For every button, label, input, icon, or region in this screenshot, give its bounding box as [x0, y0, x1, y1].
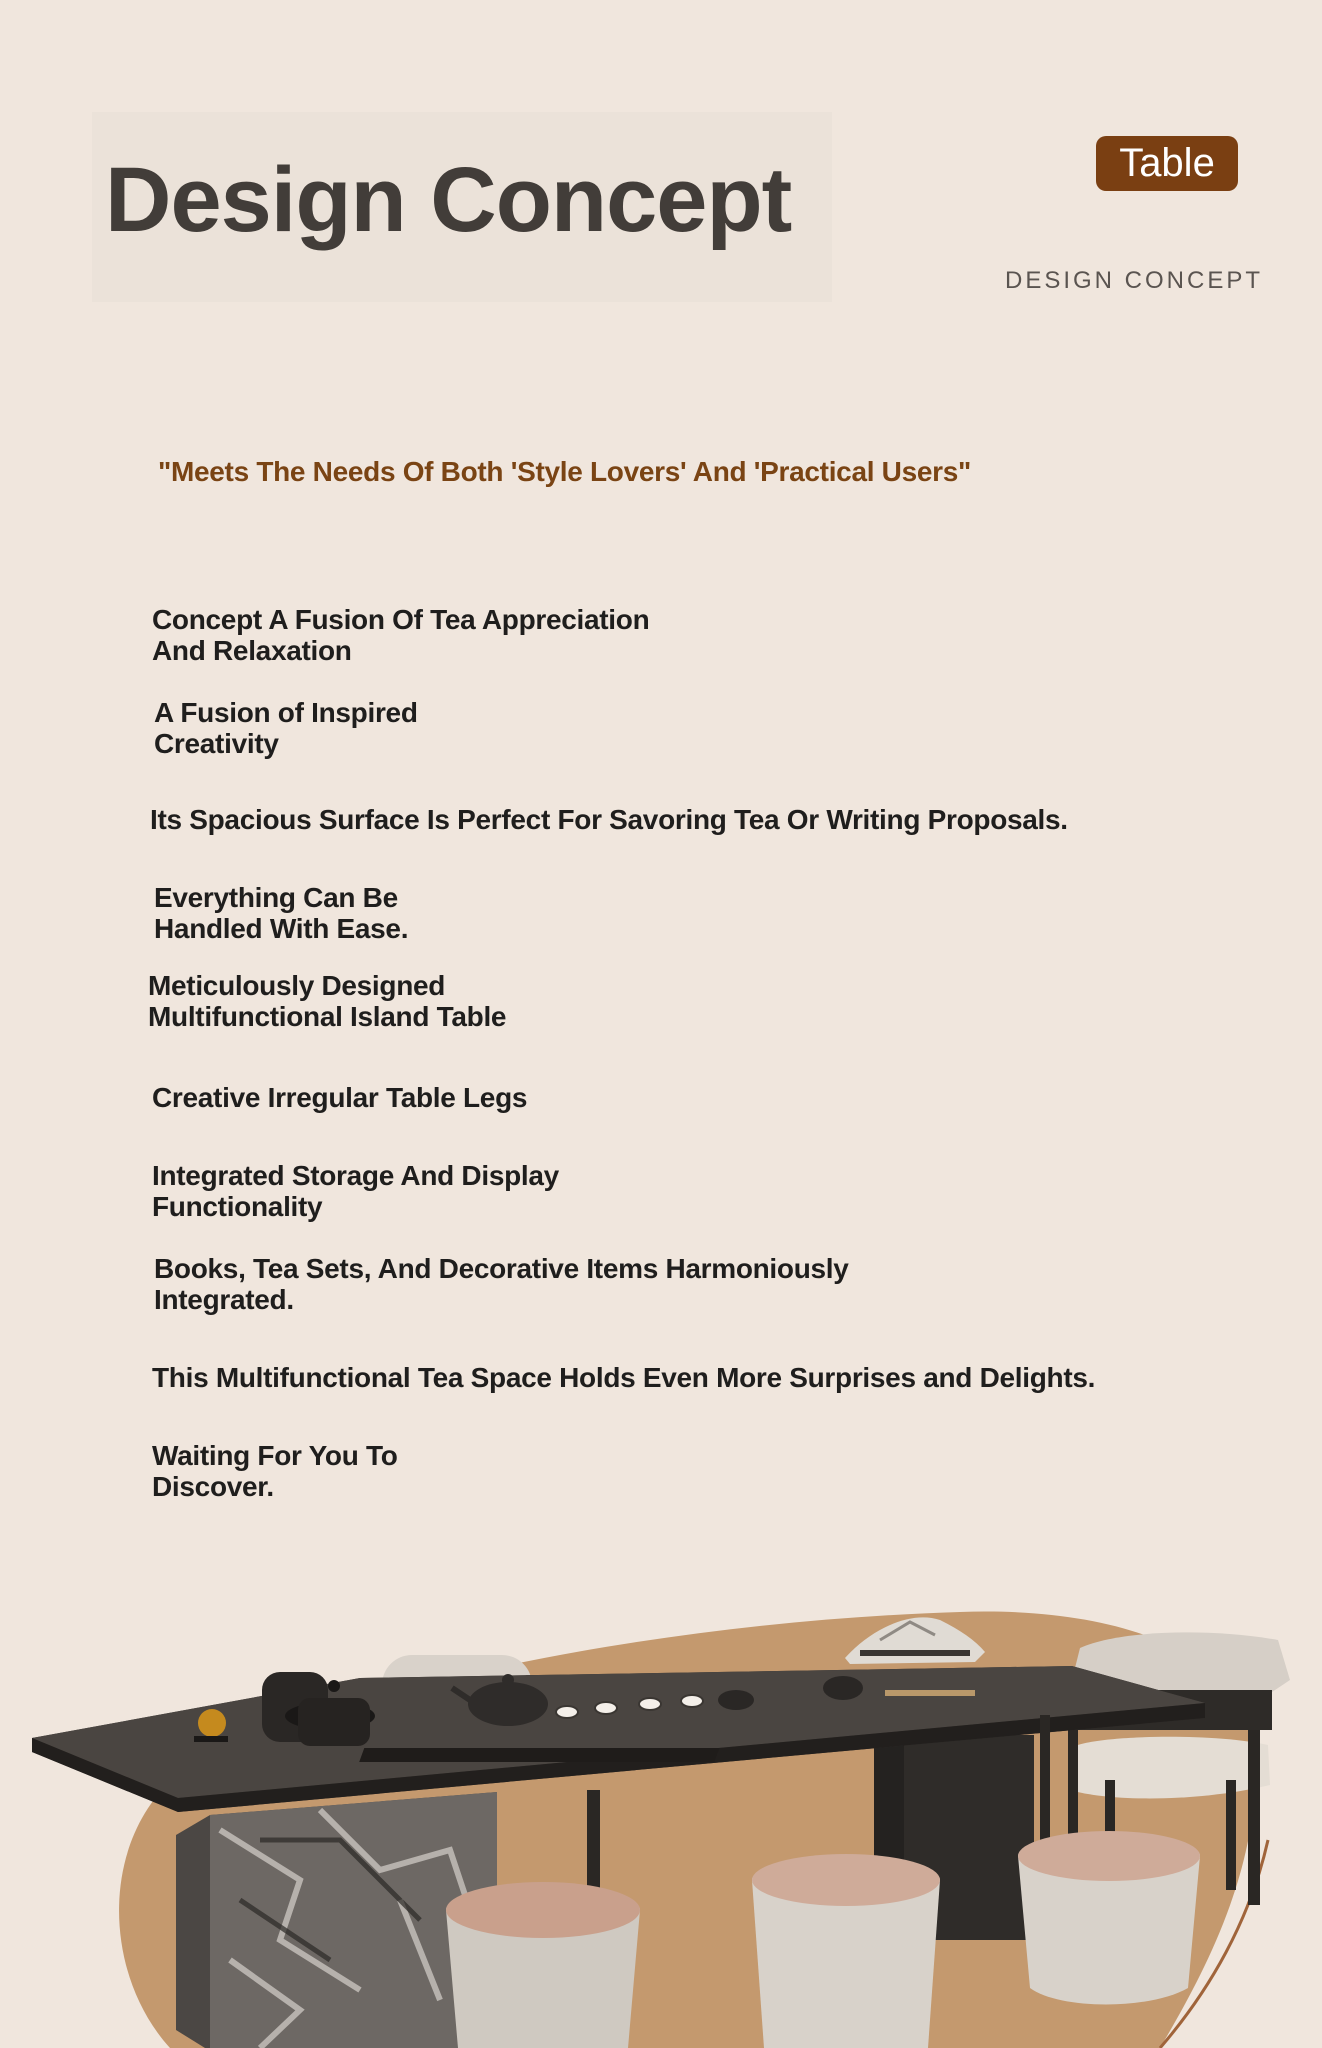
table-badge: Table	[1096, 136, 1238, 191]
tea-caddy	[823, 1676, 863, 1700]
feature-text	[154, 697, 418, 759]
tagline-quote: "Meets The Needs Of Both 'Style Lovers' And 'Practical Users"	[158, 456, 971, 487]
feature-line: And Relaxation	[152, 635, 352, 666]
feature-text	[152, 604, 649, 666]
page-title: Design Concept	[105, 149, 792, 251]
feature-line: Everything Can Be	[154, 882, 398, 913]
feature-text	[152, 1362, 1095, 1393]
feature-line: Meticulously Designed	[148, 970, 446, 1001]
feature-line: Discover.	[152, 1471, 274, 1502]
feature-line: Creativity	[154, 728, 279, 759]
feature-line: This Multifunctional Tea Space Holds Even More Surprises and Delights.	[152, 1362, 1096, 1393]
stool-front-center	[752, 1854, 940, 2048]
stool-front-left	[446, 1882, 640, 2048]
feature-text	[150, 804, 1068, 835]
gold-ornament	[198, 1709, 226, 1737]
feature-line: Its Spacious Surface Is Perfect For Savoring Tea Or Writing Proposals.	[150, 804, 1068, 835]
feature-line: Creative Irregular Table Legs	[152, 1082, 528, 1113]
design-concept-subtitle: DESIGN CONCEPT	[1005, 267, 1264, 294]
tea-tray	[359, 1748, 719, 1762]
feature-line: A Fusion of Inspired	[154, 697, 418, 728]
feature-line: Concept A Fusion Of Tea Appreciation	[152, 604, 650, 635]
feature-line: Waiting For You To	[152, 1440, 398, 1471]
feature-text	[152, 1440, 398, 1502]
tea-bowl	[718, 1690, 754, 1710]
feature-text	[154, 882, 408, 944]
tea-table-illustration	[0, 1540, 1322, 2048]
feature-text	[148, 970, 506, 1032]
feature-line: Handled With Ease.	[154, 913, 409, 944]
feature-line: Books, Tea Sets, And Decorative Items Harmoniously	[154, 1253, 849, 1284]
feature-line: Integrated.	[154, 1284, 294, 1315]
feature-line: Multifunctional Island Table	[148, 1001, 507, 1032]
feature-text	[152, 1082, 527, 1113]
stool-front-right	[1018, 1831, 1200, 2005]
feature-text	[152, 1160, 559, 1222]
feature-line: Functionality	[152, 1191, 323, 1222]
feature-text	[154, 1253, 849, 1315]
feature-line: Integrated Storage And Display	[152, 1160, 559, 1191]
